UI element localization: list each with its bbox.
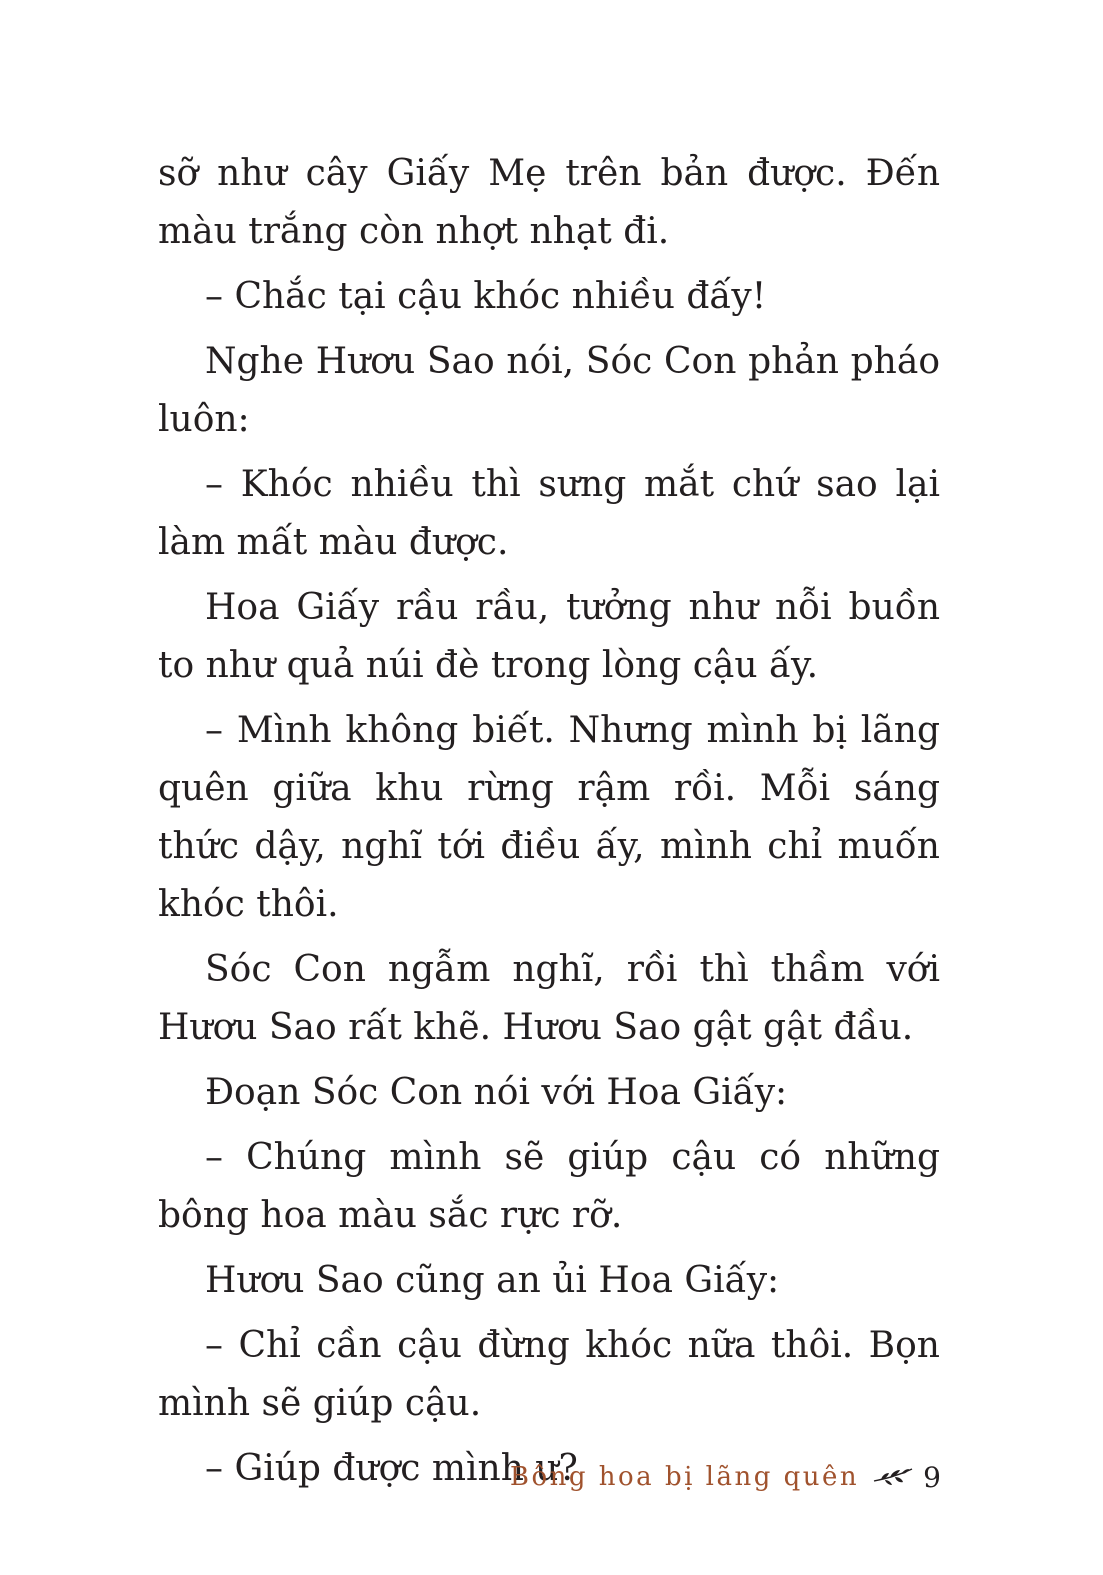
paragraph: Hoa Giấy rầu rầu, tưởng như nỗi buồn to như quả núi đè trong lòng cậu ấy.: [158, 587, 940, 686]
paragraph: – Chúng mình sẽ giúp cậu có những bông hoa màu sắc rực rỡ.: [158, 1137, 940, 1236]
paragraph: – Mình không biết. Nhưng mình bị lãng quên giữa khu rừng rậm rồi. Mỗi sáng thức dậy, nghĩ tới điều ấy, mình chỉ muốn khóc thôi.: [158, 710, 940, 925]
paragraph: – Khóc nhiều thì sưng mắt chứ sao lại làm mất màu được.: [158, 464, 940, 563]
page-footer: [510, 1455, 941, 1499]
paragraph: Hươu Sao cũng an ủi Hoa Giấy:: [205, 1260, 780, 1301]
leaf-sprig-icon: [873, 1466, 913, 1488]
paragraph: Sóc Con ngẫm nghĩ, rồi thì thầm với Hươu Sao rất khẽ. Hươu Sao gật gật đầu.: [158, 949, 940, 1048]
paragraph: – Giúp được mình ư?: [205, 1448, 578, 1489]
paragraph: – Chỉ cần cậu đừng khóc nữa thôi. Bọn mình sẽ giúp cậu.: [158, 1325, 940, 1424]
page-number: 9: [923, 1460, 941, 1494]
story-text: [158, 145, 940, 1505]
paragraph: sỡ như cây Giấy Mẹ trên bản được. Đến màu trắng còn nhợt nhạt đi.: [158, 153, 940, 252]
paragraph: – Chắc tại cậu khóc nhiều đấy!: [205, 276, 767, 317]
running-title: Bông hoa bị lãng quên: [509, 1462, 860, 1492]
paragraph: Đoạn Sóc Con nói với Hoa Giấy:: [205, 1072, 788, 1113]
paragraph: Nghe Hươu Sao nói, Sóc Con phản pháo luôn:: [158, 341, 940, 440]
